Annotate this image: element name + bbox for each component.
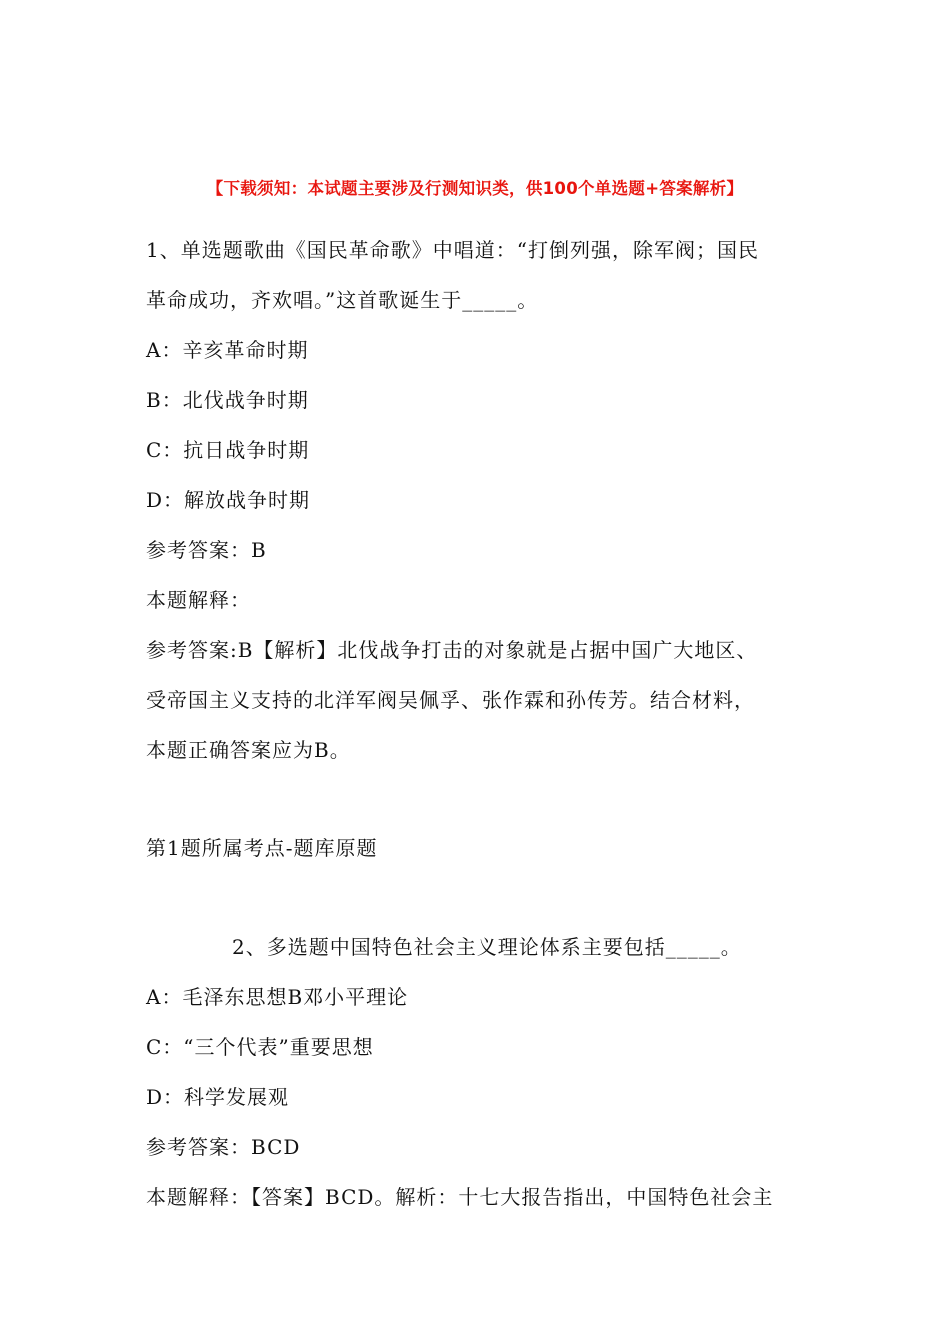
question-2-option-c: C：“三个代表”重要思想 [146,1035,374,1059]
download-notice: 【下载须知：本试题主要涉及行测知识类，供100个单选题+答案解析】 [206,179,744,198]
question-1-option-d: D：解放战争时期 [146,488,311,512]
question-2-option-d: D：科学发展观 [146,1085,290,1109]
question-1-source: 第1题所属考点-题库原题 [146,836,378,860]
question-2-explanation: 本题解释：【答案】BCD。解析：十七大报告指出，中国特色社会主 [146,1185,774,1209]
question-1-explanation-label: 本题解释： [146,588,251,612]
question-1-stem-line-1: 1、单选题歌曲《国民革命歌》中唱道：“打倒列强，除军阀；国民 [146,238,759,262]
question-1-stem-line-2: 革命成功，齐欢唱。”这首歌诞生于_____。 [146,288,539,312]
question-2-answer: 参考答案：BCD [146,1135,301,1159]
question-1-answer: 参考答案：B [146,538,267,562]
question-1-explanation-line-3: 本题正确答案应为B。 [146,738,351,762]
question-1-option-c: C：抗日战争时期 [146,438,310,462]
question-1-option-b: B：北伐战争时期 [146,388,309,412]
question-2-stem: 2、多选题中国特色社会主义理论体系主要包括_____。 [232,935,742,959]
question-2-option-ab: A：毛泽东思想B邓小平理论 [146,985,409,1009]
question-1-explanation-line-2: 受帝国主义支持的北洋军阀吴佩孚、张作霖和孙传芳。结合材料， [146,688,755,712]
question-1-option-a: A：辛亥革命时期 [146,338,309,362]
question-1-explanation-line-1: 参考答案:B【解析】北伐战争打击的对象就是占据中国广大地区、 [146,638,758,662]
